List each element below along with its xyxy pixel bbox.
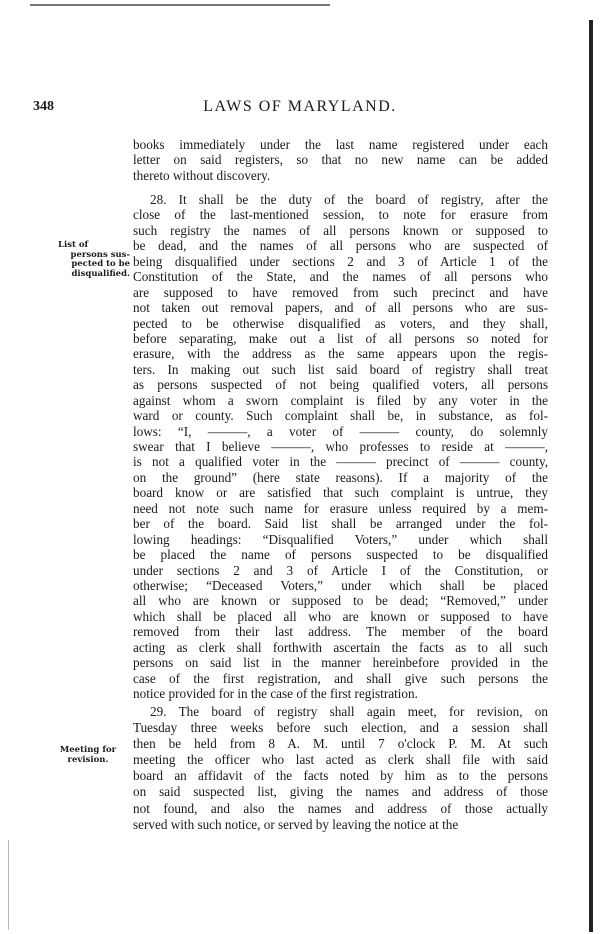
text-line: before separating, make out a list of all persons so noted for <box>133 330 548 346</box>
text-line: ber of the board. Said list shall be arranged under the fol- <box>133 516 548 532</box>
text-line: meeting the officer who last acted as clerk shall file with said <box>133 752 548 768</box>
text-line: on the ground” (here state reasons). If a majority of the <box>133 469 548 485</box>
paragraph-section-28 <box>133 192 548 701</box>
text-line: notice provided for in the case of the first registration. <box>133 686 418 701</box>
text-line: ward or county. Such complaint shall be, in substance, as fol- <box>133 408 548 424</box>
text-line: then be held from 8 A. M. until 7 o'clock P. M. At such <box>133 736 548 752</box>
text-line: be placed the name of persons suspected to be disqualified <box>133 547 548 563</box>
text-line: under sections 2 and 3 of Article I of the Constitution, or <box>133 562 548 578</box>
text-line: served with such notice, or served by leaving the notice at the <box>133 816 459 832</box>
scan-artifact <box>8 840 9 930</box>
text-line: ters. In making out such list said board of registry shall treat <box>133 361 548 377</box>
text-line: pected to be otherwise disqualified as voters, and they shall, <box>133 315 548 331</box>
scan-page-edge <box>589 20 593 932</box>
sidenote-line: persons sus- <box>70 249 130 260</box>
scan-edge-line <box>30 4 330 6</box>
text-line: thereto without discovery. <box>133 167 271 183</box>
text-line: erasure, with the address as the same appears upon the regis- <box>133 346 548 362</box>
running-title: LAWS OF MARYLAND. <box>203 98 397 115</box>
text-line: close of the last-mentioned session, to note for erasure from <box>133 207 548 223</box>
text-line: 29. The board of registry shall again meet, for revision, on <box>150 704 548 719</box>
paragraph-continued <box>133 137 548 183</box>
text-line: 28. It shall be the duty of the board of registry, after the <box>150 192 548 207</box>
text-line: on said suspected list, giving the names and address of those <box>133 784 548 800</box>
text-line: swear that I believe ———, who professes to reside at ———, <box>133 439 548 454</box>
text-line: all who are known or supposed to be dead; “Removed,” under <box>133 593 548 609</box>
sidenote-line: Meeting for <box>59 745 117 755</box>
sidenote-meeting-for-revision <box>56 746 120 765</box>
sidenote-line: List of <box>58 240 89 250</box>
text-line: Constitution of the State, and the names of all persons who <box>133 269 548 285</box>
paragraph-section-29 <box>133 704 548 833</box>
text-line: not found, and also the names and address of those actually <box>133 800 548 816</box>
text-line: case of the first registration, and shall give such persons the <box>133 670 548 686</box>
text-line: persons on said list in the manner hereinbefore provided in the <box>133 655 548 671</box>
text-line: not taken out removal papers, and of all persons who are sus- <box>133 300 548 316</box>
text-line: are supposed to have removed from such precinct and have <box>133 284 548 300</box>
sidenote-list-of-persons <box>58 241 130 279</box>
page-number: 348 <box>33 99 54 114</box>
text-line: letter on said registers, so that no new name can be added <box>133 152 548 168</box>
text-line: board an affidavit of the facts noted by him as to the persons <box>133 768 548 784</box>
text-line: which shall be placed all who are known or supposed to have <box>133 608 548 624</box>
text-line: such registry the names of all persons known or supposed to <box>133 222 548 238</box>
text-line: lows: “I, ———, a voter of ——— county, do solemnly <box>133 423 548 439</box>
text-line: acting as clerk shall forthwith ascertain the facts as to all such <box>133 639 548 655</box>
sidenote-line: disqualified. <box>71 268 130 279</box>
text-line: books immediately under the last name registered under each <box>133 137 548 152</box>
text-line: Tuesday three weeks before such election, and a session shall <box>133 720 548 736</box>
text-line: being disqualified under sections 2 and 3 of Article 1 of the <box>133 253 548 269</box>
text-line: as persons suspected of not being qualified voters, all persons <box>133 377 548 393</box>
text-line: otherwise; “Deceased Voters,” under which shall be placed <box>133 577 548 593</box>
text-line: board know or are satisfied that such complaint is untrue, they <box>133 485 548 501</box>
sidenote-line: revision. <box>67 754 109 765</box>
text-line: against whom a sworn complaint is filed by any voter in the <box>133 392 548 408</box>
text-line: removed from their last address. The member of the board <box>133 624 548 640</box>
sidenote-line: pected to be <box>71 259 130 269</box>
text-line: lowing headings: “Disqualified Voters,” under which shall <box>133 531 548 547</box>
text-line: is not a qualified voter in the ——— precinct of ——— county, <box>133 454 548 470</box>
text-line: be dead, and the names of all persons who are suspected of <box>133 238 548 254</box>
text-line: need not note such name for erasure unless required by a mem- <box>133 500 548 516</box>
